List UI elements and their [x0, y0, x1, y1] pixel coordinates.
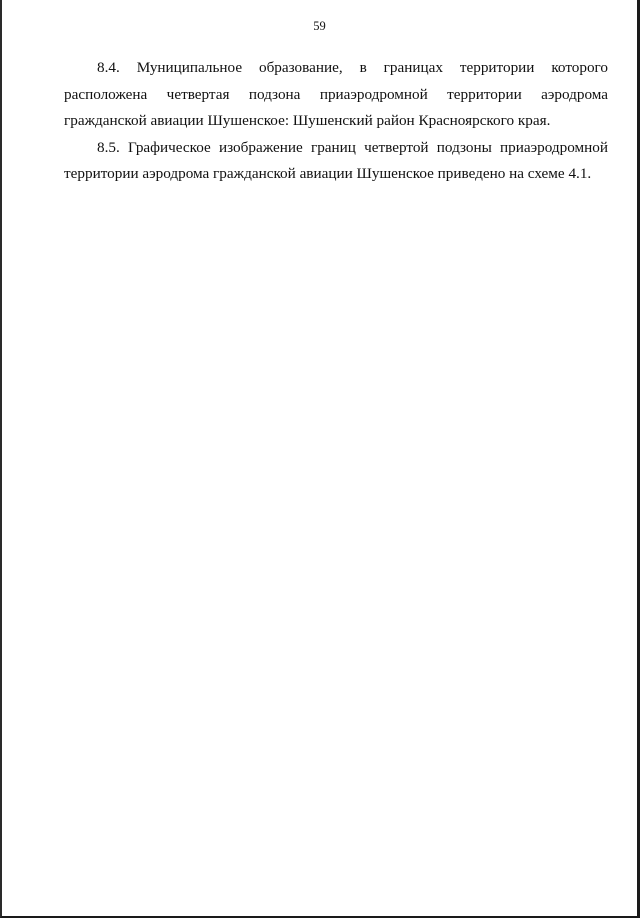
document-body: [64, 55, 608, 188]
paragraph-8-5: 8.5. Графическое изображение границ четвертой подзоны приаэродромной территории аэродрома гражданской авиации Шушенское приведено на схеме 4.1.: [64, 138, 608, 182]
paragraph-8-4: 8.4. Муниципальное образование, в границах территории которого расположена четвертая подзона приаэродромной территории аэродрома гражданской авиации Шушенское: Шушенский район Красноярского края.: [64, 59, 608, 129]
page-number: 59: [313, 19, 326, 33]
